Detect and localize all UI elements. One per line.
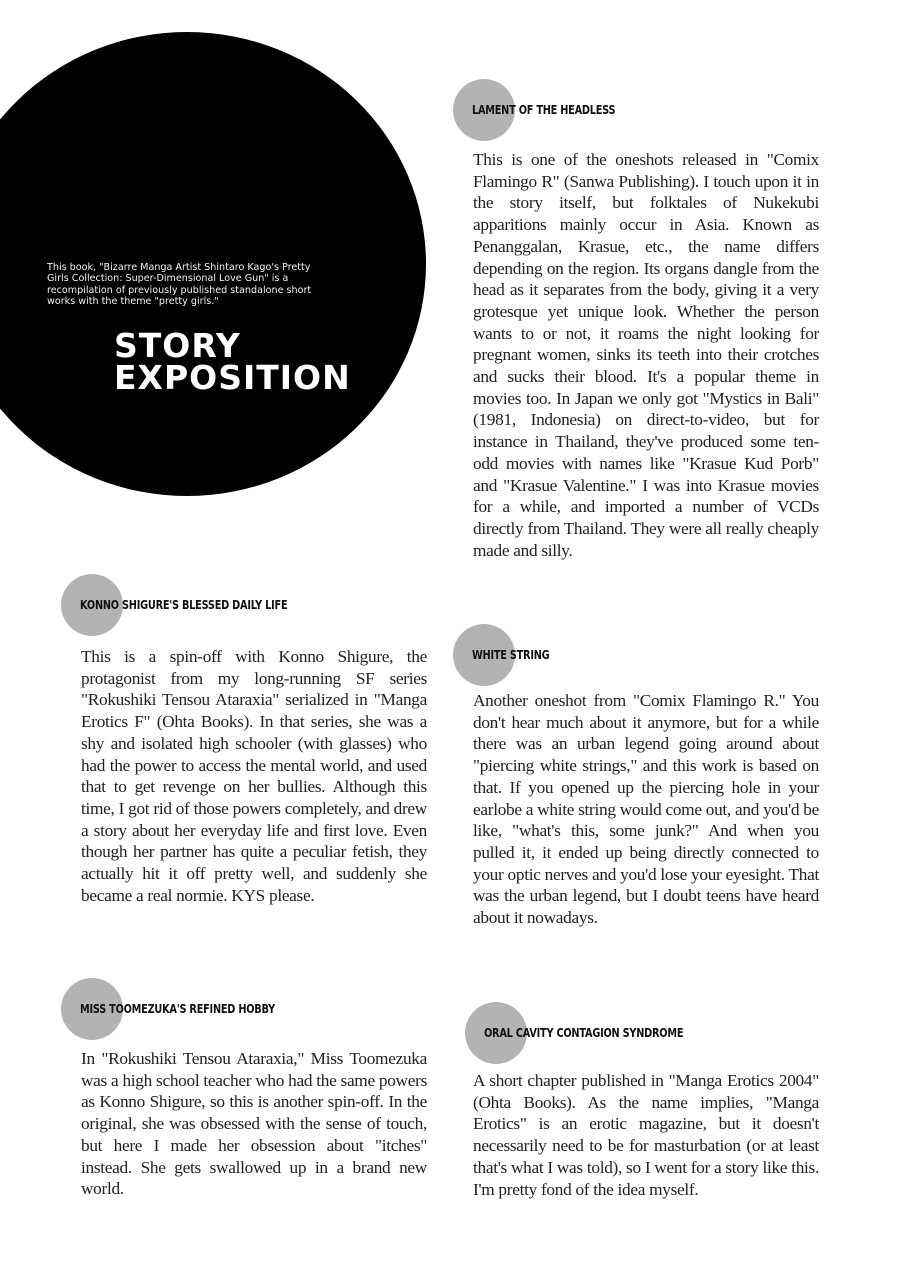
- page-title: [114, 326, 414, 397]
- section-konno-shigure: [61, 574, 441, 914]
- section-heading: WHITE STRING: [472, 647, 550, 662]
- page-title-line-1: STORY: [114, 326, 241, 365]
- section-body: This is one of the oneshots released in "Comix Flamingo R" (Sanwa Publishing). I touch upon it in the story itself, but folktales of Nukekubi apparitions mainly occur in Asia. Known as Penanggalan, Krasue, etc., the name differs depending on the region. Its organs dangle from the head as it separates from the body, giving it a very grotesque yet unique look. Whether the person wants to or not, it roams the night looking for pregnant women, sinks its teeth into their crotches and sucks their blood. It's a popular theme in movies too. In Japan we only got "Mystics in Bali" (1981, Indonesia) on direct-to-video, but for instance in Thailand, they've produced some ten-odd movies with names like "Krasue Kud Porb" and "Krasue Valentine." I was into Krasue movies for a while, and imported a number of VCDs directly from Thailand. They were all really cheaply made and silly.: [473, 150, 819, 560]
- section-heading: KONNO SHIGURE'S BLESSED DAILY LIFE: [80, 597, 288, 612]
- section-lament-of-the-headless: [453, 79, 833, 560]
- section-body: This is a spin-off with Konno Shigure, the protagonist from my long-running SF series "Rokushiki Tensou Ataraxia" serialized in "Manga Erotics F" (Ohta Books). In that series, she was a shy and isolated high schooler (with glasses) who had the power to access the mental world, and used that to get revenge on her bullies. Although this time, I got rid of those powers completely, and drew a story about her everyday life and first love. Even though her partner has quite a peculiar fetish, they actually hit it off pretty well, and suddenly she became a real normie. KYS please.: [81, 647, 427, 905]
- page-title-line-2: EXPOSITION: [114, 358, 351, 397]
- section-heading: MISS TOOMEZUKA'S REFINED HOBBY: [80, 1001, 275, 1016]
- section-oral-cavity: [465, 1002, 835, 1212]
- section-body: A short chapter published in "Manga Erotics 2004" (Ohta Books). As the name implies, "Manga Erotics" is an erotic magazine, but it doesn't necessarily need to be for masturbation (or at least that's what I was told), so I went for a story like this. I'm pretty fond of the idea myself.: [473, 1071, 819, 1199]
- section-white-string: [453, 624, 833, 944]
- section-body: Another oneshot from "Comix Flamingo R." You don't hear much about it anymore, but for a while there was an urban legend going around about "piercing white strings," and this work is based on that. If you opened up the piercing hole in your earlobe a white string would come out, and you'd be like, "what's this, some junk?" And when you pulled it, it ended up being directly connected to your optic nerves and you'd lose your eyesight. That was the urban legend, but I doubt teens have heard about it nowadays.: [473, 691, 819, 928]
- section-heading: LAMENT OF THE HEADLESS: [472, 102, 616, 117]
- section-heading: ORAL CAVITY CONTAGION SYNDROME: [484, 1025, 684, 1040]
- intro-text: This book, "Bizarre Manga Artist Shintaro Kago's Pretty Girls Collection: Super-Dimensional Love Gun" is a recompilation of previously published standalone short works with the theme "pretty girls.": [47, 262, 312, 308]
- section-miss-toomezuka: [61, 978, 441, 1208]
- section-body: In "Rokushiki Tensou Ataraxia," Miss Toomezuka was a high school teacher who had the same powers as Konno Shigure, so this is another spin-off. In the original, she was obsessed with the sense of touch, but here I made her obsession about "itches" instead. She gets swallowed up in a brand new world.: [81, 1049, 427, 1199]
